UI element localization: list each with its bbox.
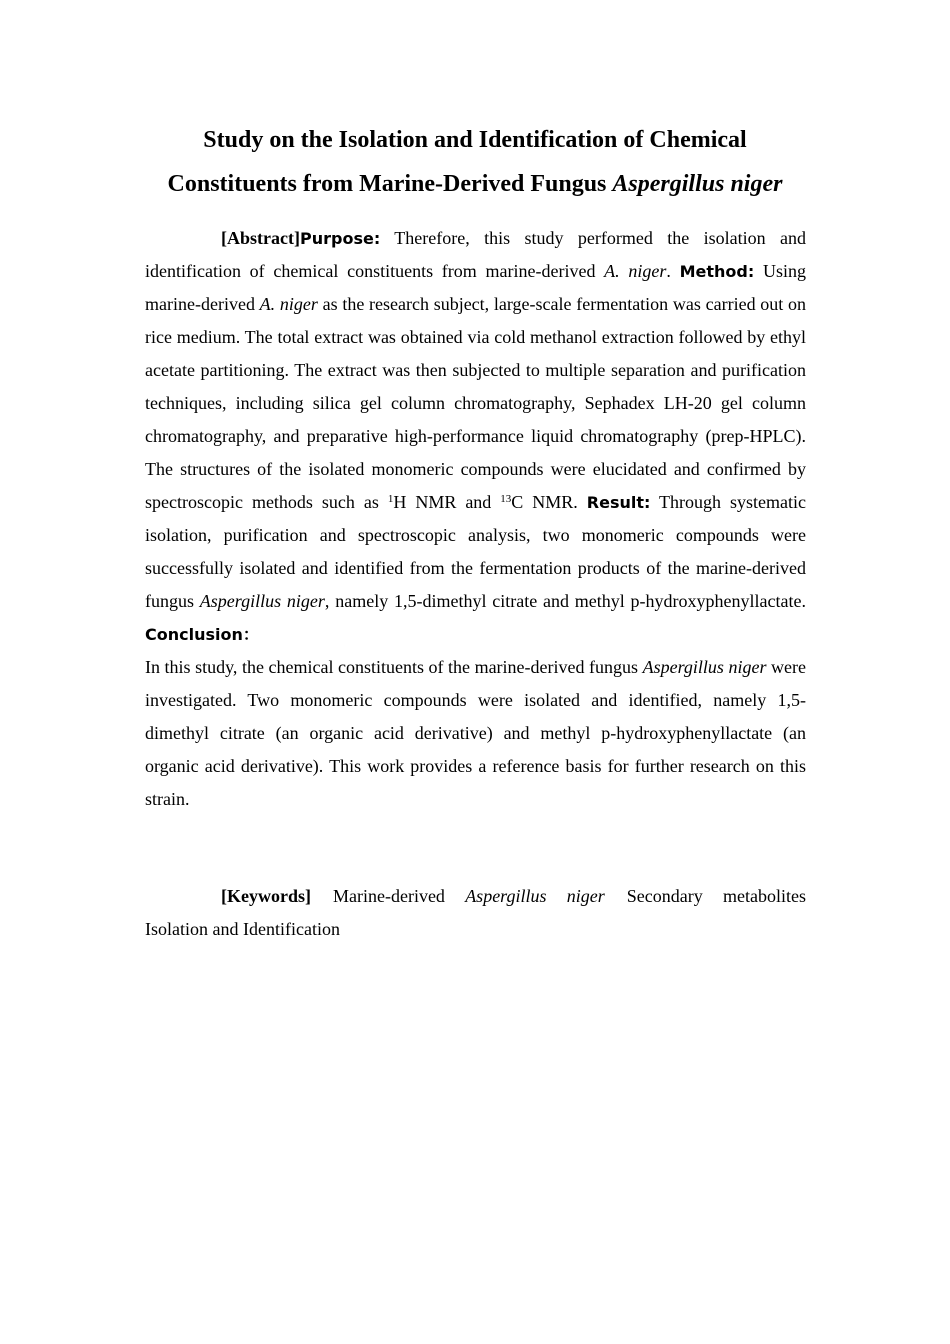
title-line-2 bbox=[100, 162, 850, 206]
result-species: Aspergillus niger bbox=[199, 591, 325, 611]
result-label: Result: bbox=[586, 493, 651, 512]
keyword-2: Secondary metabolites bbox=[626, 886, 806, 906]
title-line-1: Study on the Isolation and Identification of Chemical bbox=[203, 127, 747, 153]
conclusion-text-1: In this study, the chemical constituents of the marine-derived fungus bbox=[145, 657, 643, 677]
method-text-3: H NMR and bbox=[393, 492, 501, 512]
conclusion-species: Aspergillus niger bbox=[642, 657, 767, 677]
purpose-species: A. niger bbox=[604, 261, 667, 281]
paper-title bbox=[100, 118, 850, 206]
method-label: Method: bbox=[679, 262, 755, 281]
conclusion-label: Conclusion： bbox=[145, 625, 259, 644]
result-text-2: , namely 1,5-dimethyl citrate and methyl p-hydroxyphenyllactate. bbox=[324, 591, 806, 611]
title-line-2-plain: Constituents from Marine-Derived Fungus bbox=[167, 171, 613, 197]
purpose-text-1: Therefore, this study performed the isolation and identification of chemical constituents from marine-derived bbox=[145, 228, 806, 281]
keyword-3: Isolation and Identification bbox=[145, 919, 340, 939]
keywords-paragraph bbox=[145, 880, 806, 946]
superscript-c: 13 bbox=[500, 493, 512, 505]
purpose-text-2: . bbox=[666, 261, 680, 281]
conclusion-text-2: were investigated. Two monomeric compounds were isolated and identified, namely 1,5-dimethyl citrate (an organic acid derivative) and methyl p-hydroxyphenyllactate (an organic acid derivative). This work provides a reference basis for further research on this strain. bbox=[145, 657, 806, 809]
keyword-1-plain: Marine-derived bbox=[332, 886, 466, 906]
method-species: A. niger bbox=[259, 294, 318, 314]
method-text-2: as the research subject, large-scale fermentation was carried out on rice medium. The total extract was obtained via cold methanol extraction followed by ethyl acetate partitioning. The extract was then subjected to multiple separation and purification techniques, including silica gel column chromatography, Sephadex LH-20 gel column chromatography, and preparative high-performance liquid chromatography (prep-HPLC). The structures of the isolated monomeric compounds were elucidated and confirmed by spectroscopic methods such as bbox=[145, 294, 806, 512]
abstract-tag: [Abstract] bbox=[221, 228, 300, 248]
method-text-4: C NMR. bbox=[511, 492, 587, 512]
superscript-h: 1 bbox=[387, 493, 394, 505]
keywords-tag: [Keywords] bbox=[221, 886, 311, 906]
purpose-label: Purpose: bbox=[299, 229, 381, 248]
result-text-1: Through systematic isolation, purification and spectroscopic analysis, two monomeric compounds were successfully isolated and identified from the fermentation products of the marine-derived fungus bbox=[145, 492, 807, 611]
method-text-1: Using marine-derived bbox=[145, 261, 806, 314]
keyword-1-species: Aspergillus niger bbox=[465, 886, 605, 906]
title-species: Aspergillus niger bbox=[612, 171, 783, 197]
abstract-paragraph bbox=[145, 222, 806, 816]
